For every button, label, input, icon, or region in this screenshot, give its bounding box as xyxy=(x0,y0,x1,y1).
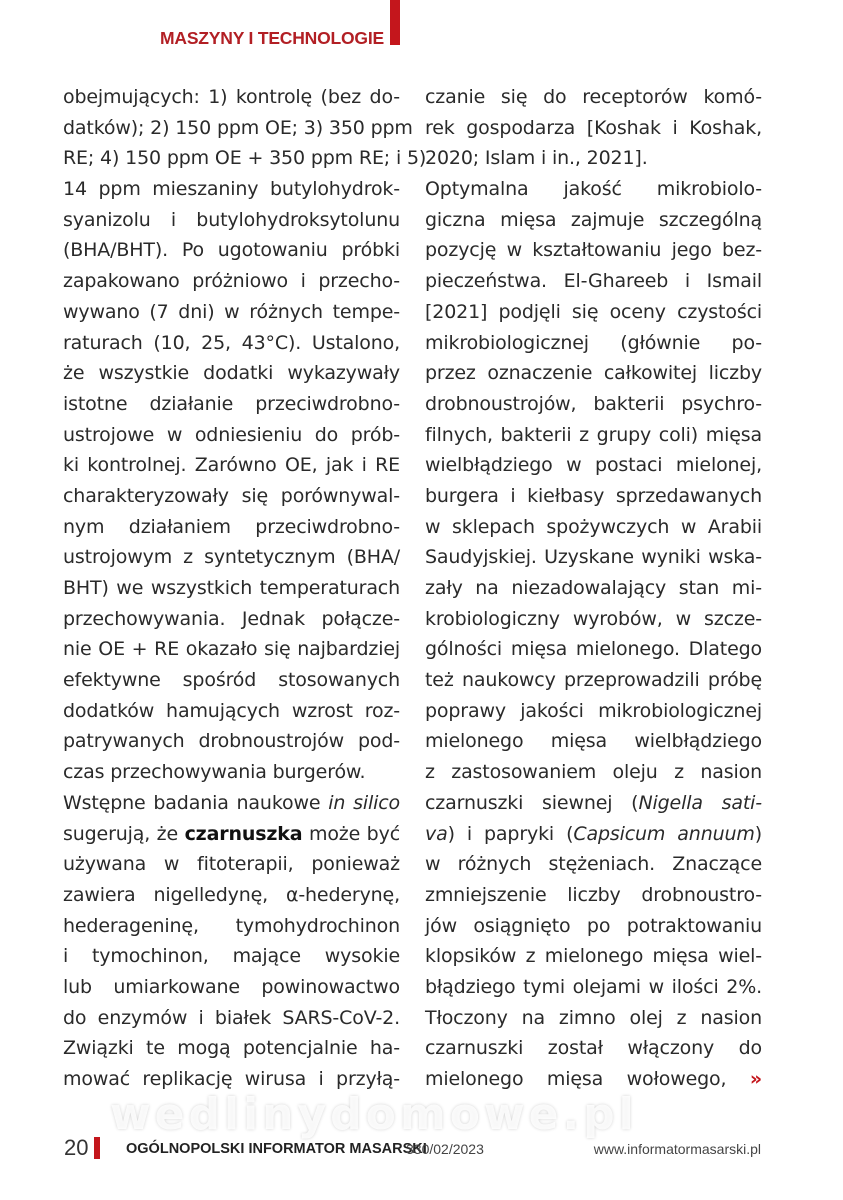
text-segment: pieczeństwa. El-Ghareeb i Ismail xyxy=(425,270,762,293)
footer-accent-bar xyxy=(94,1137,100,1159)
text-segment: czas przechowywania burgerów. xyxy=(63,761,366,784)
text-line xyxy=(425,297,762,328)
text-segment: ) xyxy=(754,822,762,845)
text-segment: zapakowano próżniowo i przecho- xyxy=(63,270,400,293)
text-segment: i tymochinon, mające wysokie xyxy=(63,945,400,968)
text-segment: Saudyjskiej. Uzyskane wyniki wska- xyxy=(425,546,762,569)
article-column-right xyxy=(425,82,762,1095)
text-line xyxy=(425,634,762,665)
text-line xyxy=(63,1033,400,1064)
text-line xyxy=(425,82,762,113)
text-line xyxy=(425,113,762,144)
header-accent-bar xyxy=(390,0,400,45)
text-segment: Nigella sati- xyxy=(638,791,762,814)
text-segment: Optymalna jakość mikrobiolo- xyxy=(425,178,762,201)
text-segment: va xyxy=(425,822,448,845)
text-line xyxy=(425,1033,762,1064)
text-segment: mować replikację wirusa i przyłą- xyxy=(63,1068,400,1090)
text-segment: burgera i kiełbasy sprzedawanych xyxy=(425,484,762,507)
text-segment: datków); 2) 150 ppm OE; 3) 350 ppm xyxy=(63,116,413,139)
text-segment: mikrobiologicznej (głównie po- xyxy=(425,331,762,354)
text-segment: rek gospodarza [Koshak i Koshak, xyxy=(425,116,762,139)
text-line xyxy=(425,328,762,359)
text-line xyxy=(63,665,400,696)
text-segment: Tłoczony na zimno olej z nasion xyxy=(425,1006,762,1029)
text-segment: BHT) we wszystkich temperaturach xyxy=(63,577,400,599)
text-line xyxy=(425,941,762,972)
text-segment: ustrojowym z syntetycznym (BHA/ xyxy=(63,546,400,569)
text-segment: Capsicum annuum xyxy=(573,822,755,845)
text-line xyxy=(425,972,762,1003)
text-line xyxy=(63,389,400,420)
text-segment: gólności mięsa mielonego. Dlatego xyxy=(425,638,762,661)
text-segment: zały na niezadowalający stan mi- xyxy=(425,577,762,599)
text-line xyxy=(63,113,413,144)
text-line xyxy=(425,849,762,880)
text-segment: pozycję w kształtowaniu jego bez- xyxy=(425,239,762,262)
text-line xyxy=(425,389,762,420)
text-line xyxy=(425,358,762,389)
text-segment: krobiologiczny wyrobów, w szcze- xyxy=(425,607,762,630)
text-segment: raturach (10, 25, 43°C). Ustalono, xyxy=(63,331,400,354)
text-segment: lub umiarkowane powinowactwo xyxy=(63,975,400,998)
page-footer xyxy=(0,1136,843,1162)
text-segment: drobnoustrojów, bakterii psychro- xyxy=(425,392,762,415)
issue-number: 330/02/2023 xyxy=(406,1141,484,1157)
text-line xyxy=(425,757,762,788)
text-segment: nym działaniem przeciwdrobno- xyxy=(63,515,400,538)
text-segment: ) i papryki ( xyxy=(447,822,574,845)
text-line xyxy=(63,819,400,850)
text-segment: mielonego mięsa wołowego, xyxy=(425,1068,750,1090)
text-segment: poprawy jakości mikrobiologicznej xyxy=(425,699,762,722)
text-line xyxy=(425,880,762,911)
text-line xyxy=(425,604,762,635)
text-line xyxy=(63,481,400,512)
text-segment: czanie się do receptorów komó- xyxy=(425,86,762,108)
text-line xyxy=(63,266,400,297)
text-segment: wywano (7 dni) w różnych tempe- xyxy=(63,300,400,323)
text-line xyxy=(425,819,762,850)
text-line xyxy=(63,143,427,174)
text-segment: jów osiągnięto po potraktowaniu xyxy=(425,914,762,937)
text-line xyxy=(63,696,400,727)
text-segment: 2020; Islam i in., 2021]. xyxy=(425,147,648,170)
text-segment: efektywne spośród stosowanych xyxy=(63,669,400,692)
text-line xyxy=(63,880,400,911)
text-line xyxy=(425,450,762,481)
text-line xyxy=(63,542,400,573)
text-line xyxy=(425,1003,762,1034)
website-link[interactable]: www.informatormasarski.pl xyxy=(593,1141,761,1157)
section-title: MASZYNY I TECHNOLOGIE xyxy=(160,28,384,48)
text-segment: giczna mięsa zajmuje szczególną xyxy=(425,208,762,231)
text-line xyxy=(425,174,762,205)
text-line xyxy=(63,911,400,942)
text-line xyxy=(425,266,762,297)
text-segment: syanizolu i butylohydroksytolunu xyxy=(63,208,400,231)
text-line xyxy=(63,297,400,328)
magazine-name: OGÓLNOPOLSKI INFORMATOR MASARSKI xyxy=(126,1141,427,1157)
article-column-left xyxy=(63,82,427,1095)
text-line xyxy=(425,481,762,512)
text-line xyxy=(63,205,400,236)
page-number: 20 xyxy=(64,1135,89,1160)
text-segment: wielbłądziego w postaci mielonej, xyxy=(425,454,762,477)
text-line xyxy=(63,788,400,819)
text-segment: dodatków hamujących wzrost roz- xyxy=(63,699,400,722)
text-segment: błądziego tymi olejami w ilości 2%. xyxy=(425,975,762,998)
text-line xyxy=(63,941,400,972)
text-segment: przez oznaczenie całkowitej liczby xyxy=(425,362,762,385)
text-segment: istotne działanie przeciwdrobno- xyxy=(63,392,400,415)
text-line xyxy=(425,420,762,451)
text-line xyxy=(425,143,762,174)
text-line xyxy=(63,757,400,788)
text-segment: mielonego mięsa wielbłądziego xyxy=(425,730,762,753)
text-line xyxy=(63,634,400,665)
text-line xyxy=(425,696,762,727)
text-segment: sugerują, że xyxy=(63,822,185,845)
text-line xyxy=(63,328,400,359)
text-line xyxy=(63,849,400,880)
text-segment: Wstępne badania naukowe xyxy=(63,791,329,814)
text-line xyxy=(425,235,762,266)
text-segment: ustrojowe w odniesieniu do prób- xyxy=(63,423,400,446)
text-line xyxy=(425,573,762,604)
text-segment: nie OE + RE okazało się najbardziej xyxy=(63,638,400,661)
text-segment: klopsików z mielonego mięsa wiel- xyxy=(425,945,762,968)
text-line xyxy=(63,726,400,757)
text-line xyxy=(63,420,400,451)
text-segment: zawiera nigelledynę, α-hederynę, xyxy=(63,883,400,906)
text-line xyxy=(425,726,762,757)
text-line xyxy=(425,542,762,573)
text-segment: obejmujących: 1) kontrolę (bez do- xyxy=(63,86,400,108)
text-line xyxy=(63,972,400,1003)
text-segment: czarnuszka xyxy=(184,822,303,845)
text-segment: Związki te mogą potencjalnie ha- xyxy=(63,1037,400,1060)
text-line xyxy=(425,788,762,819)
text-segment: ki kontrolnej. Zarówno OE, jak i RE xyxy=(63,454,400,477)
text-segment: filnych, bakterii z grupy coli) mięsa xyxy=(425,423,762,446)
text-segment: (BHA/BHT). Po ugotowaniu próbki xyxy=(63,239,400,262)
text-segment: też naukowcy przeprowadzili próbę xyxy=(425,669,762,692)
text-segment: z zastosowaniem oleju z nasion xyxy=(425,761,762,784)
text-segment: in silico xyxy=(328,791,400,814)
text-line xyxy=(63,450,400,481)
text-line xyxy=(63,604,400,635)
text-line xyxy=(63,573,400,604)
text-line xyxy=(425,665,762,696)
text-segment: do enzymów i białek SARS-CoV-2. xyxy=(63,1006,400,1029)
text-segment: RE; 4) 150 ppm OE + 350 ppm RE; i 5) xyxy=(63,147,427,170)
text-segment: może być xyxy=(302,822,400,845)
text-line xyxy=(425,911,762,942)
text-line xyxy=(63,82,400,113)
text-segment: charakteryzowały się porównywal- xyxy=(63,484,400,507)
text-segment: 14 ppm mieszaniny butylohydrok- xyxy=(63,178,400,201)
text-line xyxy=(63,358,400,389)
text-segment: w różnych stężeniach. Znaczące xyxy=(425,853,762,876)
text-segment: przechowywania. Jednak połącze- xyxy=(63,607,400,630)
text-segment: używana w fitoterapii, ponieważ xyxy=(63,853,400,876)
text-segment: hederageninę, tymohydrochinon xyxy=(63,914,400,937)
watermark: wedlinydomowe.pl xyxy=(110,1089,638,1140)
text-segment: czarnuszki siewnej ( xyxy=(425,791,639,814)
text-segment: w sklepach spożywczych w Arabii xyxy=(425,515,762,538)
text-line xyxy=(63,512,400,543)
text-line xyxy=(63,1003,400,1034)
text-segment: czarnuszki został włączony do xyxy=(425,1037,762,1060)
text-line xyxy=(425,205,762,236)
text-line xyxy=(425,512,762,543)
text-segment: patrywanych drobnoustrojów pod- xyxy=(63,730,400,753)
text-line xyxy=(63,174,400,205)
text-segment: że wszystkie dodatki wykazywały xyxy=(63,362,400,385)
text-segment: [2021] podjęli się oceny czystości xyxy=(425,300,762,323)
text-line xyxy=(63,235,400,266)
text-segment: zmniejszenie liczby drobnoustro- xyxy=(425,883,762,906)
continued-arrow-icon: » xyxy=(749,1068,762,1090)
